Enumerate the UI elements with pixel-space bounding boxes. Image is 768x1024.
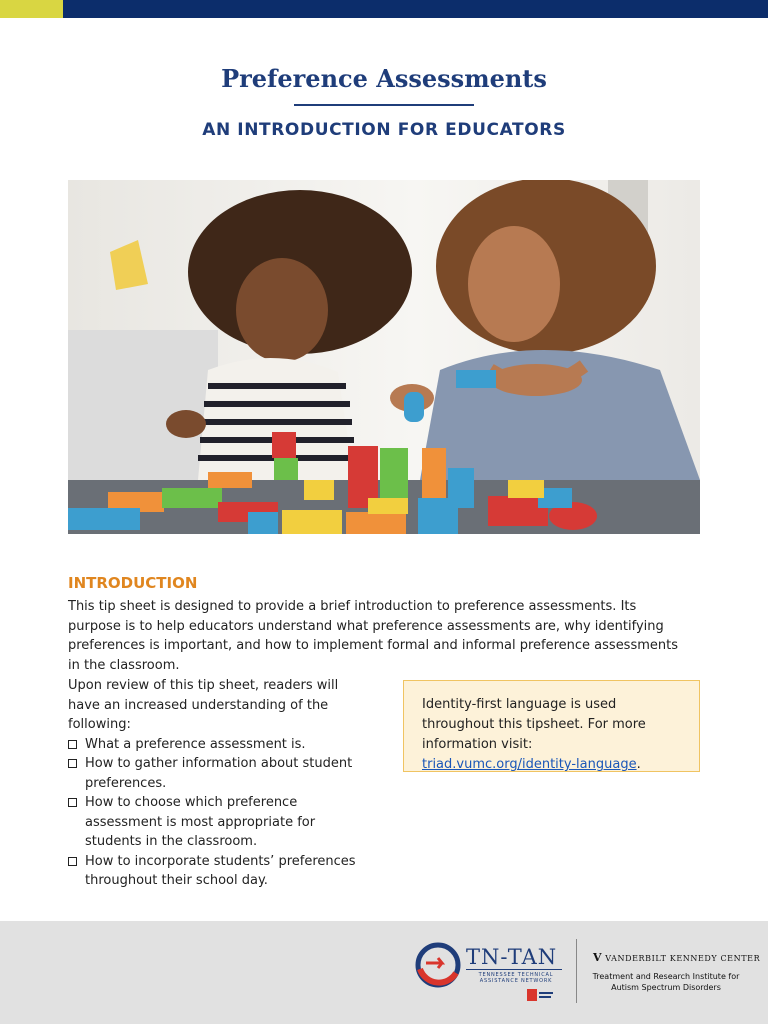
introduction-body: This tip sheet is designed to provide a brief introduction to preference assessments. Its purpose is to help educators understand what preference assessments are, why identifying preferences is important, and how to implement formal and informal preference assessments in the classroom. xyxy=(68,599,679,673)
tn-tan-rule xyxy=(466,969,562,970)
vanderbilt-logo-text xyxy=(593,951,760,964)
tn-tan-logo-icon xyxy=(412,939,464,991)
vkc-name: VANDERBILT KENNEDY CENTER xyxy=(605,954,761,963)
hero-photo xyxy=(68,180,700,534)
triad-text xyxy=(585,971,747,993)
checkbox-icon xyxy=(68,798,77,807)
page-subtitle: AN INTRODUCTION FOR EDUCATORS xyxy=(202,120,566,140)
identity-language-link[interactable]: triad.vumc.org/identity-language xyxy=(422,757,637,772)
top-banner xyxy=(0,0,768,18)
tn-tan-name: TN-TAN xyxy=(466,945,558,969)
objectives-lead: Upon review of this tip sheet, readers will have an increased understanding of the following: xyxy=(68,678,339,732)
top-banner-accent xyxy=(0,0,63,18)
page-title: Preference Assessments xyxy=(221,64,547,93)
learning-objectives xyxy=(68,676,373,891)
tennessee-badge-icon xyxy=(527,989,553,1001)
checkbox-icon xyxy=(68,759,77,768)
list-item xyxy=(68,852,373,891)
list-item-text: What a preference assessment is. xyxy=(85,736,306,752)
list-item-text: How to choose which preference assessment is most appropriate for students in the classroom. xyxy=(85,795,316,849)
vkc-initial: V xyxy=(593,951,603,964)
objectives-list xyxy=(68,735,373,891)
list-item xyxy=(68,754,373,793)
triad-line-1: Treatment and Research Institute for xyxy=(592,972,740,981)
triad-line-2: Autism Spectrum Disorders xyxy=(611,983,721,992)
introduction-heading: INTRODUCTION xyxy=(68,574,198,592)
identity-language-callout xyxy=(403,680,700,772)
list-item xyxy=(68,735,373,755)
list-item xyxy=(68,793,373,852)
footer-divider xyxy=(576,939,577,1003)
checkbox-icon xyxy=(68,740,77,749)
callout-text: Identity-first language is used throughout this tipsheet. For more information visit: xyxy=(422,697,646,752)
tn-tan-subtitle: TENNESSEE TECHNICAL ASSISTANCE NETWORK xyxy=(478,972,554,984)
callout-suffix: . xyxy=(636,757,641,772)
checkbox-icon xyxy=(68,857,77,866)
title-divider xyxy=(294,104,474,106)
list-item-text: How to incorporate students’ preferences throughout their school day. xyxy=(85,853,356,888)
footer xyxy=(0,921,768,1024)
list-item-text: How to gather information about student preferences. xyxy=(85,756,353,791)
